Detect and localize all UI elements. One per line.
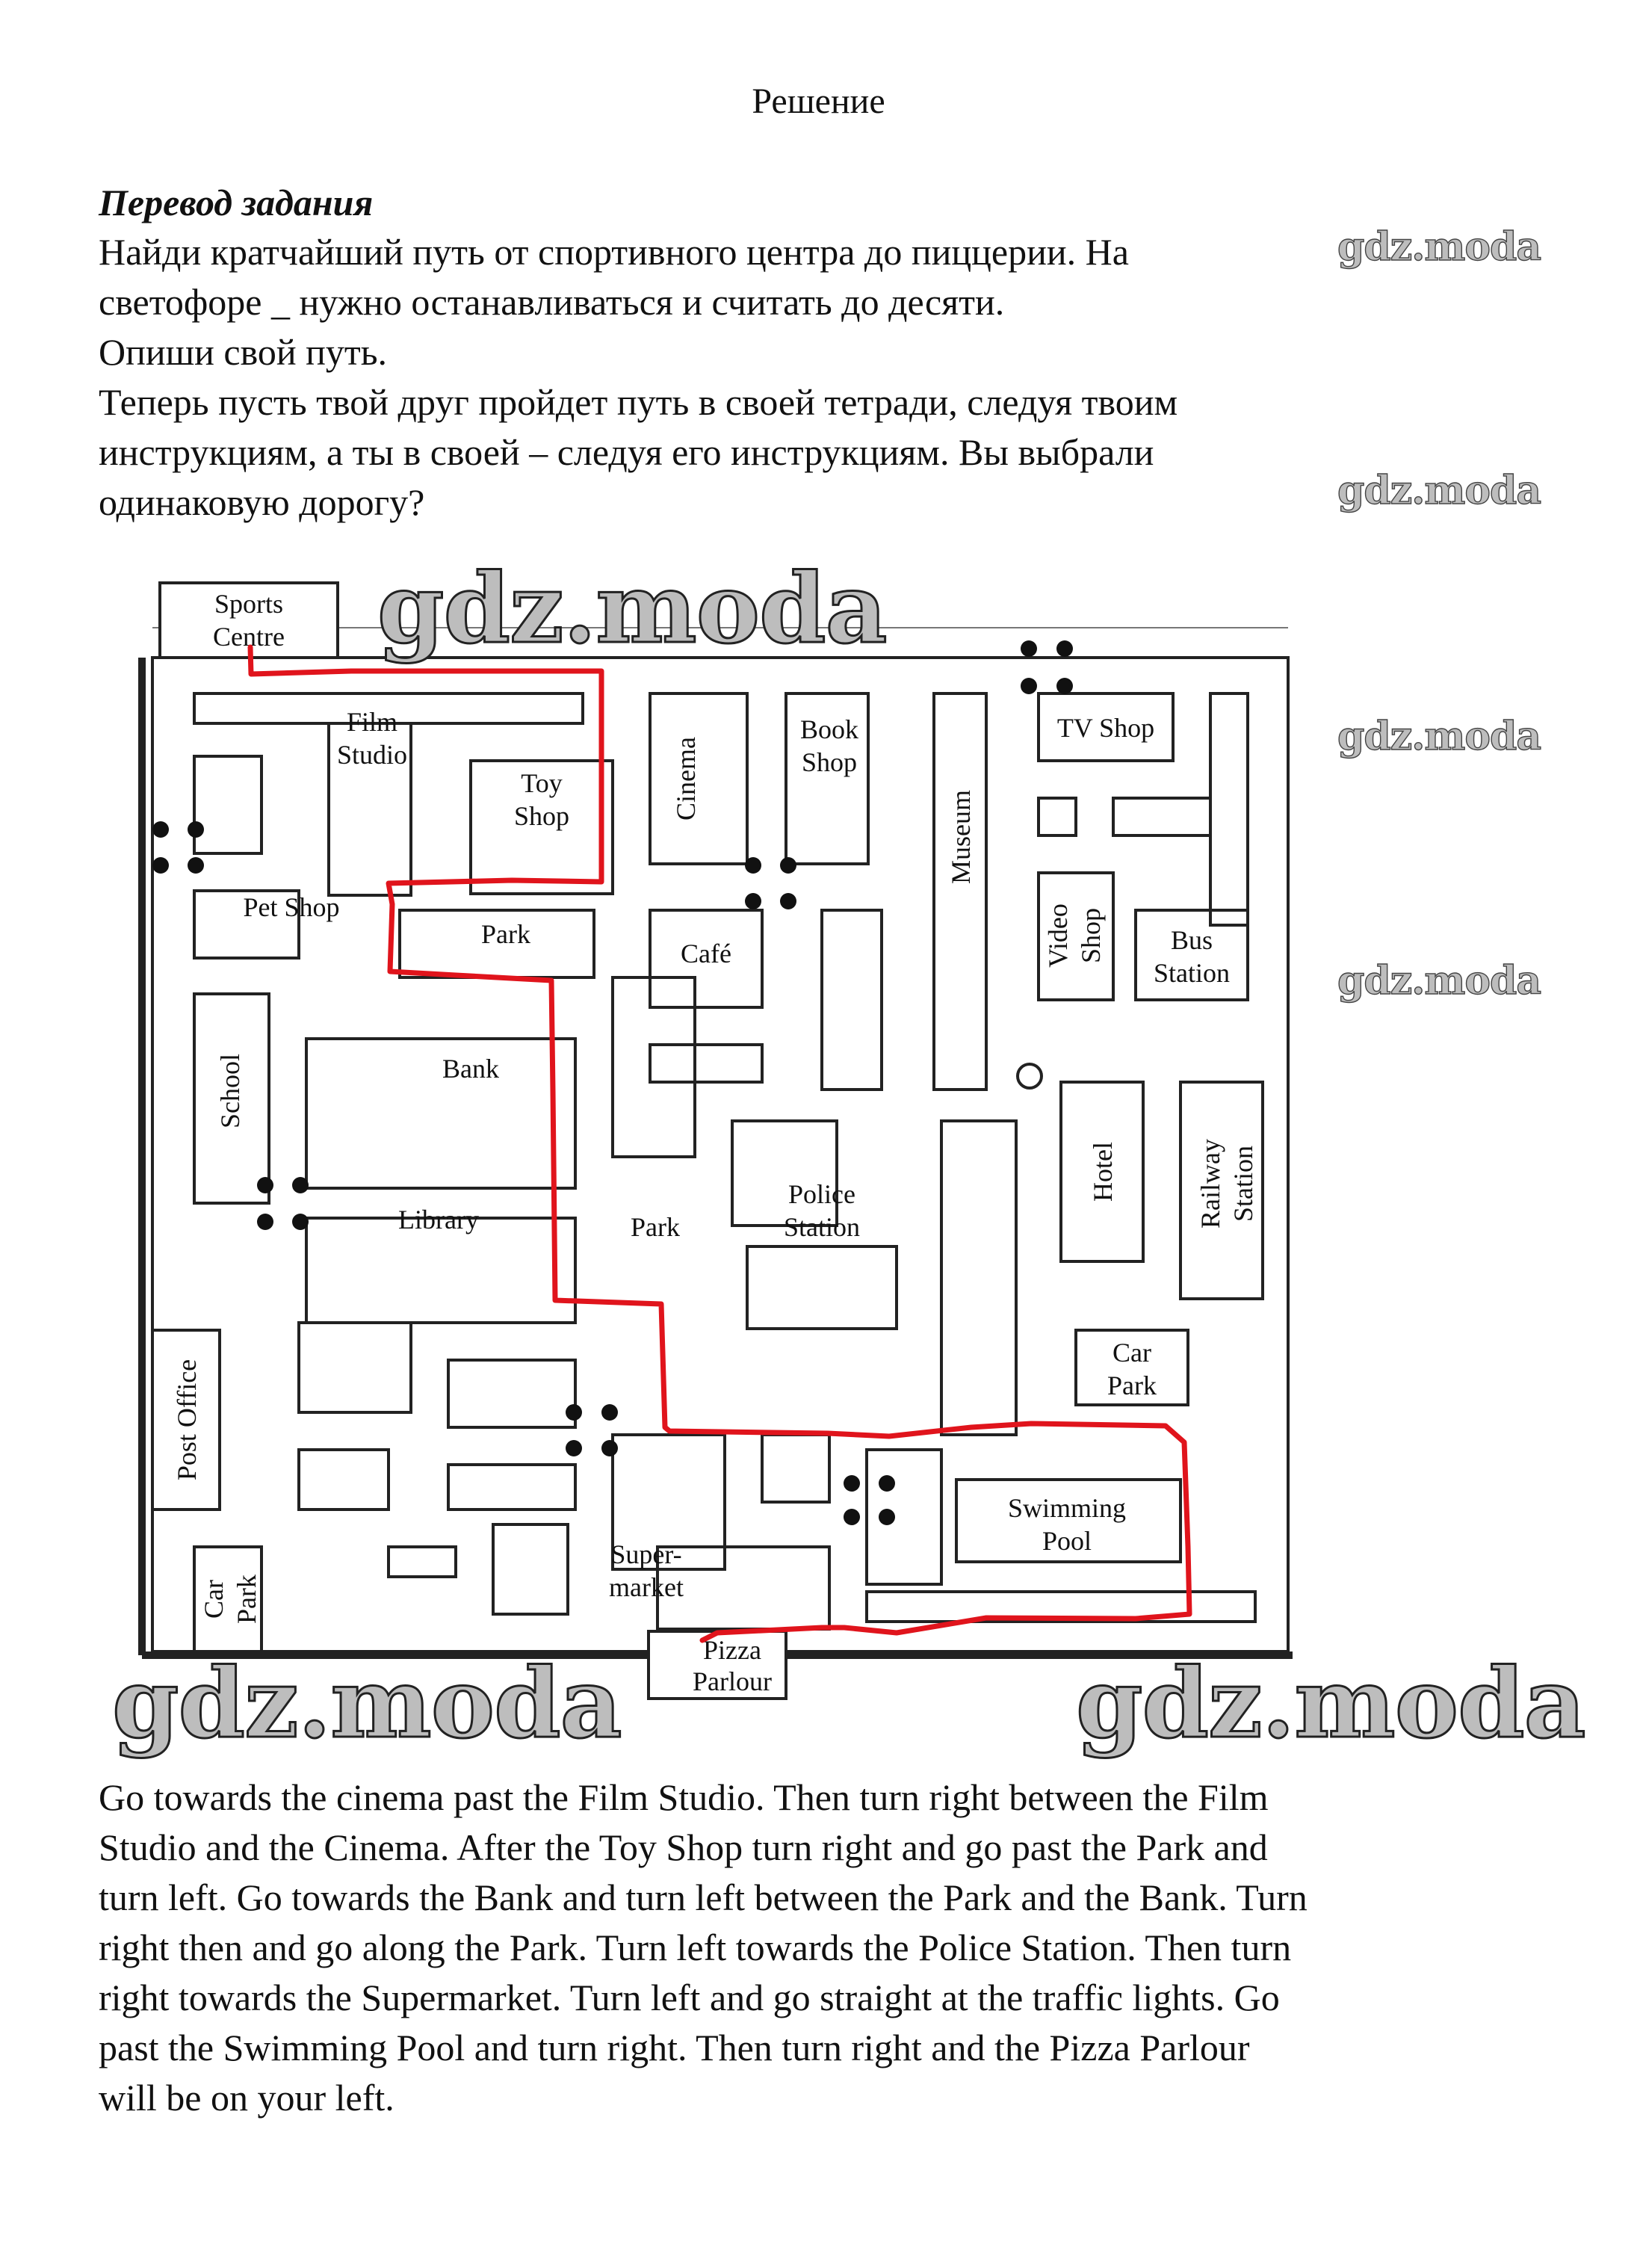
label-video-shop-2: Shop [1076, 907, 1106, 964]
watermark: gdz.moda [112, 1648, 622, 1760]
task-line: светофоре _ нужно останавливаться и считать до десяти. [99, 281, 1005, 323]
watermark: gdz.moda [1337, 224, 1541, 270]
label-swimming-pool-1: Swimming [1007, 1493, 1127, 1523]
label-supermarket-2: market [609, 1572, 684, 1602]
label-sports-centre-2: Centre [213, 622, 285, 652]
label-railway-station-2: Station [1228, 1145, 1258, 1223]
answer-line: past the Swimming Pool and turn right. Then turn right and the Pizza Parlour [99, 2027, 1250, 2068]
label-toy-shop-1: Toy [521, 768, 563, 798]
label-railway-station-1: Railway [1195, 1139, 1225, 1229]
label-supermarket-1: Super- [610, 1539, 682, 1569]
label-pizza-parlour-2: Parlour [693, 1666, 772, 1696]
watermark: gdz.moda [1076, 1648, 1585, 1760]
label-car-park-2a: Car [199, 1580, 229, 1619]
task-title: Перевод задания [99, 182, 374, 223]
label-cafe: Café [681, 939, 731, 968]
label-museum: Museum [946, 790, 976, 884]
label-film-studio-2: Studio [336, 740, 408, 770]
task-line: одинаковую дорогу? [99, 481, 425, 523]
label-pizza-parlour-1: Pizza [703, 1635, 761, 1665]
label-sports-centre-1: Sports [214, 589, 284, 619]
roundabout-icon [1018, 1064, 1042, 1088]
label-police-station-1: Police [788, 1179, 855, 1209]
label-car-park-2b: Park [232, 1575, 262, 1624]
label-car-park-1b: Park [1107, 1371, 1157, 1400]
police-station-box [747, 1246, 897, 1329]
label-park-1: Park [481, 919, 530, 949]
task-line: Опиши свой путь. [99, 331, 388, 373]
answer-text [99, 1773, 1556, 2123]
label-tv-shop: TV Shop [1056, 713, 1155, 743]
town-maze-map [105, 553, 1524, 1749]
label-bus-station-1: Bus [1170, 925, 1213, 955]
label-post-office: Post Office [172, 1359, 202, 1481]
answer-line: right then and go along the Park. Turn left towards the Police Station. Then turn [99, 1926, 1292, 1968]
route-path [250, 647, 1189, 1640]
label-book-shop-2: Shop [801, 747, 858, 777]
label-police-station-2: Station [783, 1212, 861, 1242]
task-line: Найди кратчайший путь от спортивного центра до пиццерии. На [99, 231, 1129, 273]
task-line: Теперь пусть твой друг пройдет путь в своей тетради, следуя твоим [99, 381, 1178, 423]
task-translation [99, 178, 1518, 528]
label-toy-shop-2: Shop [513, 801, 570, 831]
label-park-2: Park [631, 1212, 680, 1242]
watermark: gdz.moda [1337, 958, 1541, 1004]
watermark: gdz.moda [377, 553, 887, 665]
answer-line: turn left. Go towards the Bank and turn left between the Park and the Bank. Turn [99, 1876, 1308, 1918]
label-film-studio-1: Film [346, 707, 398, 737]
task-line: инструкциям, а ты в своей – следуя его инструкциям. Вы выбрали [99, 431, 1154, 473]
label-hotel: Hotel [1088, 1142, 1118, 1202]
label-school: School [215, 1053, 245, 1129]
label-car-park-1a: Car [1113, 1338, 1151, 1368]
answer-line: right towards the Supermarket. Turn left and go straight at the traffic lights. Go [99, 1977, 1280, 2018]
watermark: gdz.moda [1337, 468, 1541, 513]
label-bank: Bank [442, 1054, 499, 1084]
answer-line: Go towards the cinema past the Film Studio. Then turn right between the Film [99, 1776, 1269, 1818]
label-swimming-pool-2: Pool [1042, 1526, 1092, 1556]
label-library: Library [398, 1205, 479, 1235]
answer-line: will be on your left. [99, 2077, 394, 2119]
label-book-shop-1: Book [799, 714, 859, 744]
answer-line: Studio and the Cinema. After the Toy Shop turn right and go past the Park and [99, 1826, 1268, 1868]
label-pet-shop: Pet Shop [243, 892, 340, 922]
label-cinema: Cinema [671, 737, 701, 821]
page-heading: Решение [752, 81, 885, 121]
label-video-shop-1: Video [1043, 903, 1073, 968]
watermark: gdz.moda [1337, 714, 1541, 759]
label-bus-station-2: Station [1153, 958, 1231, 988]
